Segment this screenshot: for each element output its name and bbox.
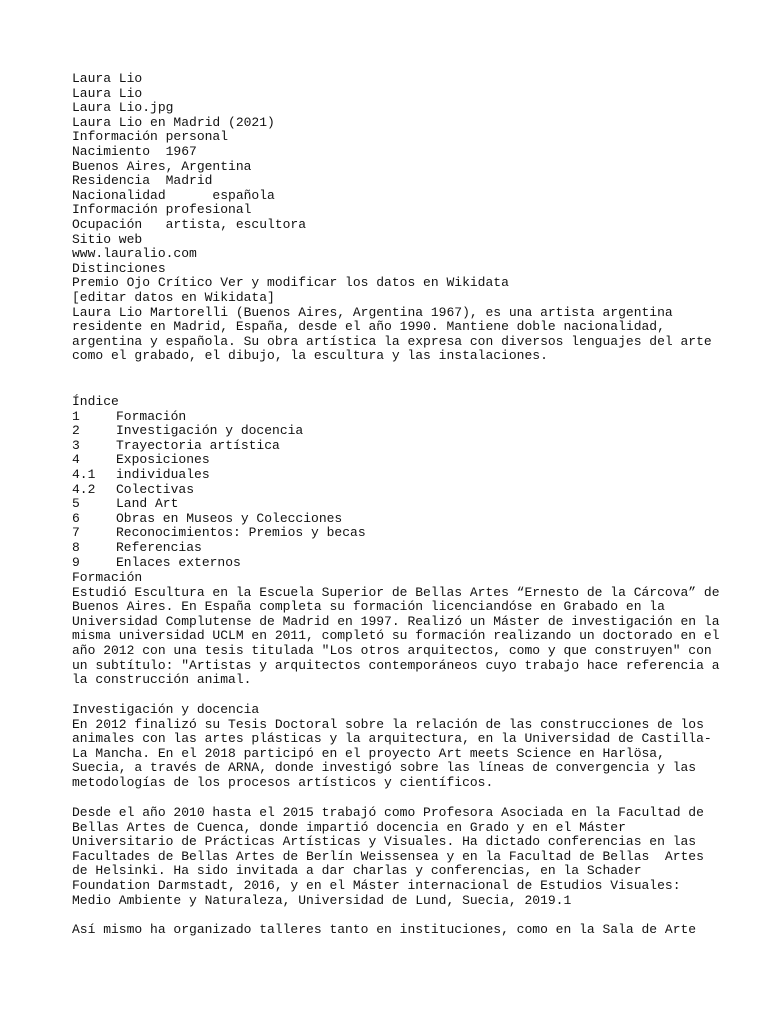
header-line: Buenos Aires, Argentina [72,158,252,174]
section-investigacion [72,702,712,791]
header-line: Distinciones [72,260,166,276]
header-line: argentina y española. Su obra artística la expresa con diversos lenguajes del arte [72,333,712,349]
header-line: Residencia Madrid [72,173,213,189]
investigacion-line: Investigación y docencia [72,702,260,717]
toc-title: Índice [72,394,119,409]
toc-item[interactable] [72,468,702,483]
section-formacion [72,570,720,688]
toc-item-label: Colectivas [116,481,195,497]
toc-item-label: Investigación y docencia [116,423,304,439]
toc-item[interactable] [72,410,702,425]
table-of-contents [72,395,702,570]
investigacion-line: metodologías de los procesos artísticos y científicos. [72,774,494,790]
toc-item-number: 1 [72,408,80,424]
header-line: Nacimiento 1967 [72,143,197,159]
toc-item[interactable] [72,483,702,498]
toc-item[interactable] [72,512,702,527]
header-line: Nacionalidad española [72,187,275,203]
toc-item[interactable] [72,526,702,541]
docencia-line: Universitario de Prácticas Artísticas y Visuales. Ha dictado conferencias en las [72,834,697,850]
header-line: Laura Lio.jpg [72,100,174,116]
header-line: [editar datos en Wikidata] [72,289,275,305]
docencia-line: Bellas Artes de Cuenca, donde impartió docencia en Grado y en el Máster [72,819,626,835]
header-line: Laura Lio [72,71,143,86]
header-line: Laura Lio [72,85,143,101]
toc-item[interactable] [72,497,702,512]
header-line: Laura Lio en Madrid (2021) [72,114,275,130]
toc-item[interactable] [72,556,702,571]
formacion-line: Formación [72,570,143,585]
header-line: Premio Ojo Crítico Ver y modificar los datos en Wikidata [72,275,509,291]
toc-item-label: Land Art [116,496,179,512]
toc-item[interactable] [72,439,702,454]
investigacion-line: animales con las artes plásticas y la arquitectura, en la Universidad de Castilla- [72,731,712,747]
formacion-line: Universidad Complutense de Madrid en 1997. Realizó un Máster de investigación en la [72,613,720,629]
header-line: Información profesional [72,202,252,218]
toc-item-label: Trayectoria artística [116,437,280,453]
toc-item-label: Enlaces externos [116,554,241,570]
toc-item-number: 2 [72,423,80,439]
toc-item-number: 4 [72,452,80,468]
formacion-line: Estudió Escultura en la Escuela Superior de Bellas Artes “Ernesto de la Cárcova” de [72,584,720,600]
docencia-line: Facultades de Bellas Artes de Berlín Weissensea y en la Facultad de Bellas Artes [72,848,704,864]
toc-item-number: 5 [72,496,80,512]
header-line: como el grabado, el dibujo, la escultura y las instalaciones. [72,348,548,364]
formacion-line: un subtítulo: "Artistas y arquitectos contemporáneos cuyo trabajo hace referencia a [72,657,720,673]
investigacion-line: La Mancha. En el 2018 participó en el proyecto Art meets Science en Harlösa, [72,745,665,761]
investigacion-line: Suecia, a través de ARNA, donde investigó sobre las líneas de convergencia y las [72,760,697,776]
toc-item[interactable] [72,453,702,468]
header-line: residente en Madrid, España, desde el año 1990. Mantiene doble nacionalidad, [72,319,665,335]
docencia-line: Foundation Darmstadt, 2016, y en el Máster internacional de Estudios Visuales: [72,877,681,893]
talleres-line: Así mismo ha organizado talleres tanto en instituciones, como en la Sala de Arte [72,922,697,937]
toc-item-label: Obras en Museos y Colecciones [116,510,343,526]
header-line: Información personal [72,129,229,145]
toc-item-label: Reconocimientos: Premios y becas [116,525,366,541]
toc-item-label: Referencias [116,539,202,555]
formacion-line: la construcción animal. [72,672,252,688]
header-line: Laura Lio Martorelli (Buenos Aires, Argentina 1967), es una artista argentina [72,304,673,320]
formacion-line: año 2012 con una tesis titulada "Los otros arquitectos, como y que construyen" con [72,642,712,658]
toc-item-number: 4.2 [72,481,96,497]
toc-item-number: 7 [72,525,80,541]
toc-item-number: 9 [72,554,80,570]
header-line: Ocupación artista, escultora [72,216,307,232]
toc-item-number: 6 [72,510,80,526]
formacion-line: misma universidad UCLM en 2011, completó su formación realizando un doctorado en el [72,628,720,644]
toc-item-label: individuales [116,466,210,482]
toc-item[interactable] [72,424,702,439]
investigacion-line: En 2012 finalizó su Tesis Doctoral sobre la relación de las construcciones de los [72,716,704,732]
header-line: Sitio web [72,231,143,247]
toc-item[interactable] [72,541,702,556]
section-talleres [72,923,702,938]
docencia-line: Desde el año 2010 hasta el 2015 trabajó como Profesora Asociada en la Facultad de [72,805,704,820]
toc-item-number: 3 [72,437,80,453]
toc-item-number: 8 [72,539,80,555]
formacion-line: Buenos Aires. En España completa su formación licenciandóse en Grabado en la [72,599,665,615]
toc-item-number: 4.1 [72,466,96,482]
toc-item-label: Formación [116,408,187,424]
toc-item-label: Exposiciones [116,452,210,468]
docencia-line: de Helsinki. Ha sido invitada a dar charlas y conferencias, en la Schader [72,863,642,879]
docencia-line: Medio Ambiente y Naturaleza, Universidad de Lund, Suecia, 2019.1 [72,892,572,908]
section-docencia [72,806,702,908]
header-line: www.lauralio.com [72,246,197,262]
infobox-and-intro [72,71,712,364]
